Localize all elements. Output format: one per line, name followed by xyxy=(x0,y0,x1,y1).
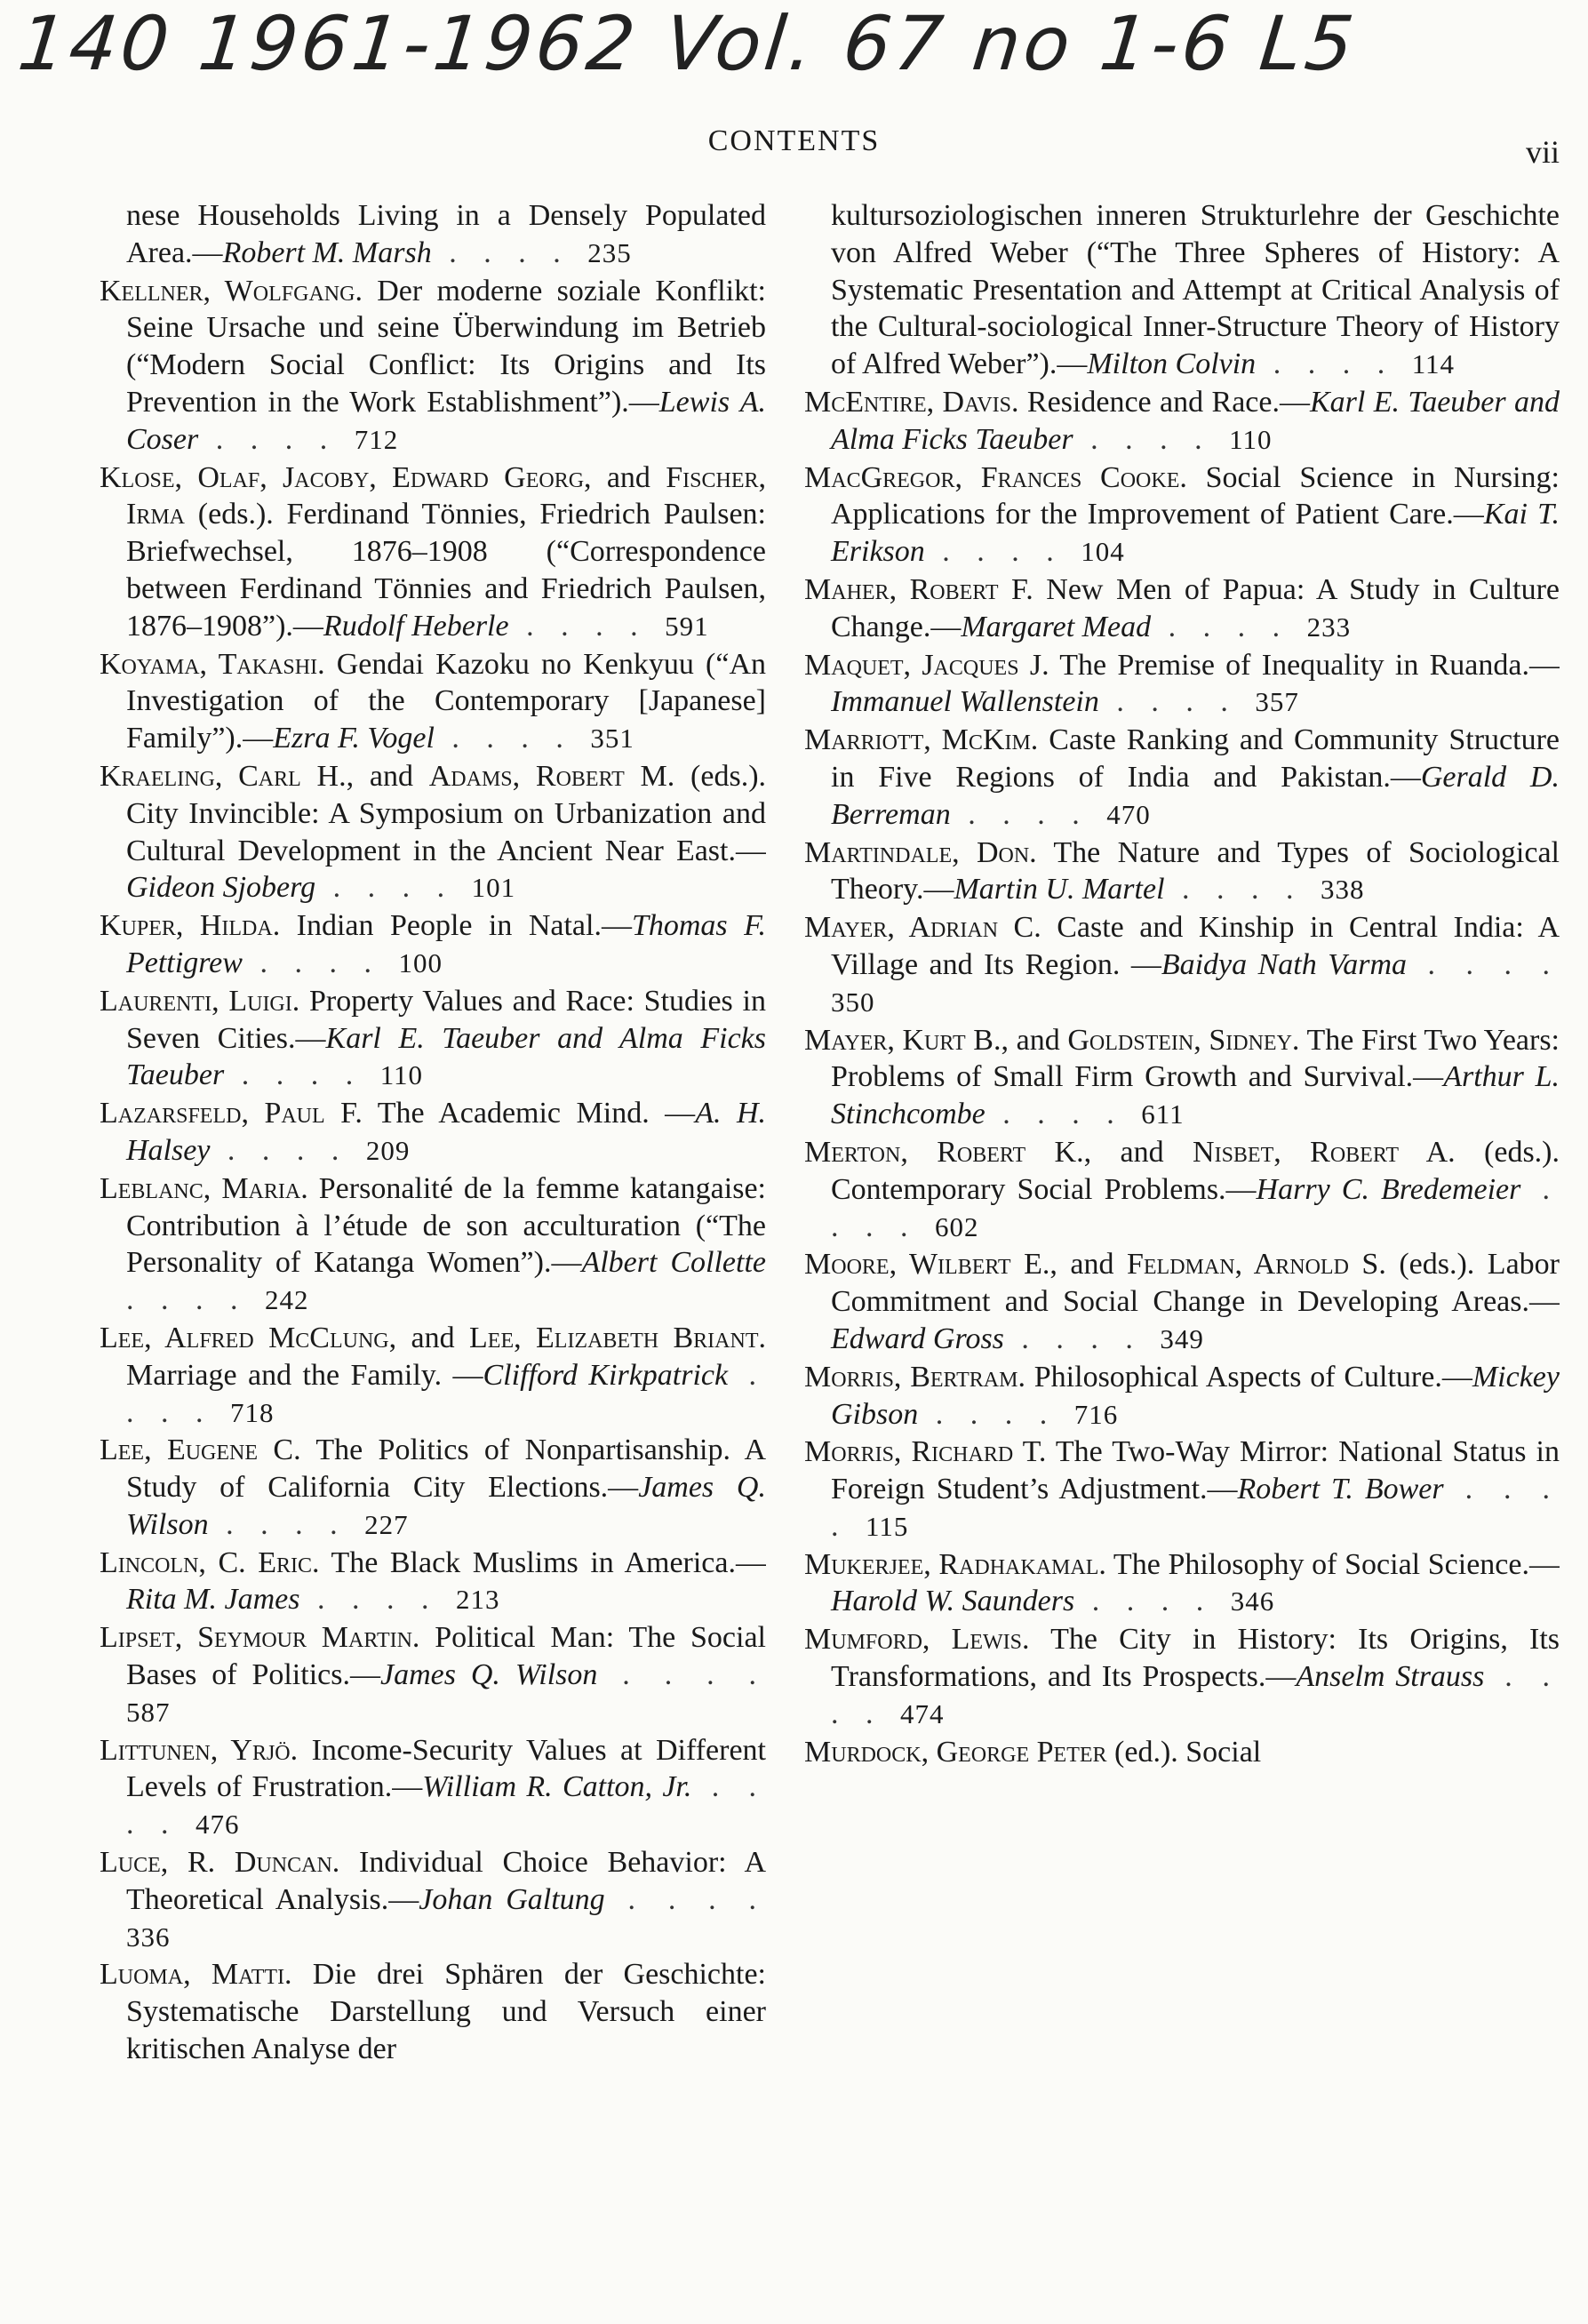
entry-author: Maquet, Jacques J. xyxy=(804,648,1049,682)
entry-reviewer: Arthur L. Stinchcombe xyxy=(831,1060,1560,1131)
entry-title: Marriage and the Family. — xyxy=(126,1358,483,1392)
entry-reviewer: Gerald D. Berreman xyxy=(831,760,1560,831)
entry-page-number: 587 xyxy=(126,1696,171,1728)
right-column xyxy=(804,197,1560,2312)
entry-author: Lazarsfeld, Paul F. xyxy=(100,1097,363,1130)
dot-leaders: . . . . xyxy=(831,1660,1560,1730)
dot-leaders: . . . . xyxy=(604,1882,766,1916)
contents-entry xyxy=(804,647,1560,722)
dot-leaders: . . . . xyxy=(831,1172,1560,1243)
entry-page-number: 474 xyxy=(900,1697,945,1729)
contents-entry xyxy=(100,1956,766,2067)
entry-author: Leblanc, Maria. xyxy=(100,1171,308,1205)
dot-leaders: . . . . xyxy=(242,946,399,979)
entry-reviewer: Mickey Gibson xyxy=(831,1360,1560,1431)
entry-page-number: 213 xyxy=(455,1584,500,1616)
entry-reviewer: Lewis A. Coser xyxy=(126,385,766,456)
entry-page-number: 101 xyxy=(471,872,516,904)
dot-leaders: . . . . xyxy=(1074,1585,1231,1618)
entry-author: Lincoln, C. Eric. xyxy=(100,1545,320,1579)
entry-page-number: 716 xyxy=(1073,1398,1119,1430)
entry-reviewer: Harry C. Bredemeier xyxy=(1256,1172,1521,1206)
entry-page-number: 611 xyxy=(1141,1098,1185,1130)
dot-leaders: . . . . xyxy=(1073,422,1230,456)
contents-entry xyxy=(804,197,1560,383)
entry-title: Individual Choice Behavior: A Theoretical Analysis.— xyxy=(126,1846,766,1916)
contents-entry xyxy=(804,1734,1560,1771)
dot-leaders: . . . . xyxy=(299,1583,456,1617)
contents-entry xyxy=(804,1621,1560,1732)
entry-author: Morris, Bertram. xyxy=(804,1360,1025,1394)
contents-entry xyxy=(100,1320,766,1431)
dot-leaders: . . . . xyxy=(1098,685,1256,719)
entry-reviewer: Anselm Strauss xyxy=(1296,1660,1485,1694)
contents-entry xyxy=(804,909,1560,1020)
entry-title: (eds.). Ferdinand Tönnies, Friedrich Paulsen: Briefwechsel, 1876–1908 (“Correspondence between Ferdinand Tönnies and Friedrich Paulsen, 1876–1908”).— xyxy=(126,498,766,643)
entry-page-number: 242 xyxy=(265,1284,309,1316)
contents-entry xyxy=(100,459,766,645)
handwritten-note: 140 1961-1962 Vol. 67 no 1-6 L5 xyxy=(14,0,1361,87)
entry-title: The Premise of Inequality in Ruanda.— xyxy=(1049,648,1560,682)
entry-page-number: 104 xyxy=(1081,536,1125,568)
entry-title: The First Two Years: Problems of Small Firm Growth and Survival.— xyxy=(831,1023,1560,1094)
entry-author: Goldstein, Sidney. xyxy=(1067,1023,1300,1057)
contents-entry xyxy=(100,1432,766,1543)
dot-leaders: . . . . xyxy=(126,1358,766,1429)
entry-author: McEntire, Davis. xyxy=(804,385,1019,419)
entry-reviewer: Harold W. Saunders xyxy=(831,1585,1075,1618)
dot-leaders: . . . . xyxy=(1151,610,1307,643)
dot-leaders: . . . . xyxy=(434,722,591,755)
entry-reviewer: Margaret Mead xyxy=(961,610,1152,643)
dot-leaders: . . . . xyxy=(1256,347,1412,381)
entry-author: Morris, Richard T. xyxy=(804,1435,1047,1469)
dot-leaders: . . . . xyxy=(431,236,588,269)
contents-entry xyxy=(804,1546,1560,1621)
entry-title: The Two-Way Mirror: National Status in Foreign Student’s Adjustment.— xyxy=(831,1435,1560,1506)
entry-title: and xyxy=(591,460,666,494)
entry-author: Luce, R. Duncan. xyxy=(100,1846,340,1880)
entry-title: Philosophical Aspects of Culture.— xyxy=(1025,1360,1472,1394)
dot-leaders: . . . . xyxy=(210,1133,366,1167)
entry-title: Residence and Race.— xyxy=(1018,385,1310,419)
entry-page-number: 227 xyxy=(364,1508,409,1540)
entry-page-number: 100 xyxy=(398,946,443,978)
entry-title: (ed.). Social xyxy=(1106,1735,1262,1769)
entry-author: Lipset, Seymour Martin. xyxy=(100,1621,420,1655)
dot-leaders: . . . . xyxy=(924,535,1081,569)
dot-leaders: . . . . xyxy=(985,1098,1142,1131)
contents-entry xyxy=(804,571,1560,646)
left-column xyxy=(100,197,766,2312)
entry-author: MacGregor, Frances Cooke. xyxy=(804,460,1187,494)
entry-title: Caste Ranking and Community Structure in Five Regions of India and Pakistan.— xyxy=(831,723,1560,794)
entry-reviewer: Karl E. Taeuber and Alma Ficks Taeuber xyxy=(831,385,1560,456)
entry-page-number: 110 xyxy=(1229,423,1273,455)
entry-author: Murdock, George Peter xyxy=(804,1735,1107,1769)
contents-entry xyxy=(804,1022,1560,1133)
entry-reviewer: Martin U. Martel xyxy=(954,873,1165,906)
dot-leaders: . . . . xyxy=(198,422,355,456)
entry-author: Maher, Robert F. xyxy=(804,572,1033,606)
entry-author: Merton, Robert K., xyxy=(804,1135,1092,1169)
entry-author: Nisbet, Robert A. xyxy=(1193,1135,1456,1169)
entry-page-number: 338 xyxy=(1321,874,1365,906)
dot-leaders: . . . . xyxy=(831,1473,1560,1543)
contents-entry xyxy=(804,459,1560,571)
contents-entry xyxy=(100,1619,766,1730)
contents-entry xyxy=(100,1545,766,1619)
dot-leaders: . . . . xyxy=(1164,873,1321,906)
entry-title: and xyxy=(396,1321,470,1354)
entry-title: Social Science in Nursing: Applications for the Improvement of Patient Care.— xyxy=(831,460,1560,531)
entry-title: The Nature and Types of Sociological Theory.— xyxy=(831,835,1560,906)
entry-title: Personalité de la femme katangaise: Contribution à l’étude de son acculturation (“The Personality of Katanga Women”).— xyxy=(126,1171,766,1280)
entry-reviewer: Robert T. Bower xyxy=(1237,1473,1444,1506)
entry-reviewer: Johan Galtung xyxy=(419,1882,605,1916)
entry-page-number: 114 xyxy=(1411,348,1456,380)
entry-title: and xyxy=(1008,1023,1068,1057)
contents-entry xyxy=(100,197,766,272)
entry-reviewer: James Q. Wilson xyxy=(379,1658,598,1692)
entry-author: Laurenti, Luigi. xyxy=(100,984,300,1018)
entry-reviewer: Rita M. James xyxy=(126,1583,300,1617)
entry-reviewer: Albert Collette xyxy=(581,1246,766,1280)
dot-leaders: . . . . xyxy=(315,871,472,905)
entry-page-number: 470 xyxy=(1106,798,1151,830)
entry-reviewer: William R. Catton, Jr. xyxy=(422,1770,692,1804)
entry-page-number: 110 xyxy=(379,1059,424,1091)
dot-leaders: . . . . xyxy=(1407,947,1560,981)
page-number: vii xyxy=(1525,134,1560,170)
entry-author: Feldman, Arnold S. xyxy=(1126,1248,1386,1282)
entry-reviewer: Gideon Sjoberg xyxy=(126,871,316,905)
dot-leaders: . . . . xyxy=(950,797,1107,831)
entry-page-number: 712 xyxy=(354,423,399,455)
entry-author: Kuper, Hilda. xyxy=(100,909,281,943)
contents-entry xyxy=(804,1359,1560,1434)
entry-author: Moore, Wilbert E., xyxy=(804,1248,1057,1282)
entry-page-number: 350 xyxy=(831,986,875,1018)
entry-title: kultursoziologischen inneren Strukturlehre der Geschichte von Alfred Weber (“The Three Spheres of History: A Systematic Presentation and Attempt at Critical Analysis of the Cultural-sociological Inner-Structure Theory of History of Alfred Weber”).— xyxy=(831,199,1560,381)
entry-title: (eds.). Labor Commitment and Social Change in Developing Areas.— xyxy=(831,1248,1560,1319)
entry-page-number: 233 xyxy=(1306,611,1352,643)
entry-author: Lee, Alfred McClung, xyxy=(100,1321,397,1354)
contents-entry xyxy=(804,384,1560,459)
dot-leaders: . . . . xyxy=(1003,1322,1161,1355)
entry-title: Die drei Sphären der Geschichte: Systematische Darstellung und Versuch einer kritischen Analyse der xyxy=(126,1958,766,2066)
contents-entry xyxy=(804,1246,1560,1357)
entry-page-number: 235 xyxy=(587,236,632,268)
contents-entry xyxy=(804,722,1560,833)
entry-page-number: 349 xyxy=(1160,1322,1204,1354)
dot-leaders: . . . . xyxy=(597,1658,766,1692)
contents-entry xyxy=(100,907,766,982)
entry-title: nese Households Living in a Densely Populated Area.— xyxy=(126,199,766,269)
dot-leaders: . . . . xyxy=(224,1058,380,1092)
entry-title: Caste and Kinship in Central India: A Village and Its Region. — xyxy=(831,911,1560,981)
contents-entry xyxy=(100,1844,766,1955)
entry-reviewer: A. H. Halsey xyxy=(126,1097,766,1167)
entry-title: The Black Muslims in America.— xyxy=(319,1545,766,1579)
dot-leaders: . . . . xyxy=(918,1397,1074,1431)
contents-entry xyxy=(100,983,766,1094)
entry-author: Martindale, Don. xyxy=(804,835,1037,869)
entry-author: Marriott, McKim. xyxy=(804,723,1039,757)
entry-author: Klose, Olaf, Jacoby, Edward Georg, xyxy=(100,460,592,494)
contents-entry xyxy=(100,646,766,757)
entry-title: and xyxy=(354,759,429,793)
entry-page-number: 115 xyxy=(866,1510,909,1542)
entry-author: Mayer, Adrian C. xyxy=(804,911,1041,945)
entry-title: The Philosophy of Social Science.— xyxy=(1105,1547,1560,1581)
entry-page-number: 718 xyxy=(230,1396,275,1428)
contents-entry xyxy=(100,758,766,906)
entry-reviewer: Thomas F. Pettigrew xyxy=(126,909,766,979)
running-head: CONTENTS xyxy=(707,124,881,157)
entry-title: (eds.). City Invincible: A Symposium on Urbanization and Cultural Development in the Ancient Near East.— xyxy=(126,759,766,867)
entry-page-number: 591 xyxy=(665,610,709,642)
entry-author: Kraeling, Carl H., xyxy=(100,759,355,793)
entry-author: Kellner, Wolfgang. xyxy=(100,274,363,307)
entry-author: Lee, Eugene C. xyxy=(100,1434,301,1467)
contents-entry xyxy=(804,1434,1560,1545)
entry-page-number: 602 xyxy=(935,1210,979,1242)
contents-entry xyxy=(100,273,766,459)
entry-author: Littunen, Yrjö. xyxy=(100,1733,299,1767)
entry-author: Mukerjee, Radhakamal. xyxy=(804,1547,1106,1581)
entry-title: and xyxy=(1091,1135,1193,1169)
contents-entry xyxy=(100,1095,766,1170)
entry-reviewer: Robert M. Marsh xyxy=(222,236,432,269)
entry-page-number: 209 xyxy=(365,1134,411,1166)
entry-title: and xyxy=(1057,1248,1127,1282)
contents-entry xyxy=(100,1170,766,1319)
entry-page-number: 336 xyxy=(126,1921,171,1953)
contents-entry xyxy=(804,835,1560,909)
entry-author: Luoma, Matti. xyxy=(100,1958,292,1992)
entry-title: Income-Security Values at Different Levels of Frustration.— xyxy=(126,1733,766,1804)
entry-page-number: 346 xyxy=(1230,1585,1275,1617)
entry-reviewer: Kai T. Erikson xyxy=(831,498,1560,569)
entry-author: Adams, Robert M. xyxy=(428,759,675,793)
dot-leaders: . . . . xyxy=(208,1507,365,1541)
entry-reviewer: Rudolf Heberle xyxy=(323,609,509,643)
contents-entry xyxy=(804,1134,1560,1245)
entry-page-number: 351 xyxy=(590,723,634,755)
entry-page-number: 357 xyxy=(1255,686,1299,718)
entry-title: Der moderne soziale Konflikt: Seine Ursache und seine Überwindung im Betrieb (“Modern Social Conflict: Its Origins and Its Prevention in the Work Establishment”).— xyxy=(126,274,766,419)
entry-title: Gendai Kazoku no Kenkyuu (“An Investigation of the Contemporary [Japanese] Family”).— xyxy=(126,647,766,755)
entry-author: Lee, Elizabeth Briant. xyxy=(469,1321,766,1354)
entry-title: The City in History: Its Origins, Its Transformations, and Its Prospects.— xyxy=(831,1623,1560,1694)
entry-author: Mumford, Lewis. xyxy=(804,1623,1030,1657)
entry-title: Political Man: The Social Bases of Politics.— xyxy=(126,1621,766,1692)
entry-author: Koyama, Takashi. xyxy=(100,647,325,681)
entry-title: Indian People in Natal.— xyxy=(280,909,632,943)
entry-reviewer: Edward Gross xyxy=(831,1322,1004,1355)
entry-title: New Men of Papua: A Study in Culture Change.— xyxy=(831,572,1560,643)
entry-page-number: 476 xyxy=(196,1809,240,1841)
contents-entry xyxy=(100,1732,766,1843)
entry-author: Fischer, Irma xyxy=(126,460,766,531)
entry-reviewer: Karl E. Taeuber and Alma Ficks Taeuber xyxy=(126,1021,766,1092)
entry-reviewer: Clifford Kirkpatrick xyxy=(483,1358,729,1392)
entry-title: (eds.). Contemporary Social Problems.— xyxy=(831,1135,1560,1206)
entry-title: The Academic Mind. — xyxy=(362,1097,696,1130)
entry-author: Mayer, Kurt B., xyxy=(804,1023,1009,1057)
entry-reviewer: Baidya Nath Varma xyxy=(1161,947,1408,981)
dot-leaders: . . . . xyxy=(126,1770,766,1841)
entry-title: Property Values and Race: Studies in Seven Cities.— xyxy=(126,984,766,1055)
dot-leaders: . . . . xyxy=(508,609,666,643)
entry-reviewer: Milton Colvin xyxy=(1087,347,1257,381)
entry-reviewer: Ezra F. Vogel xyxy=(273,722,435,755)
entry-reviewer: James Q. Wilson xyxy=(126,1471,766,1541)
entry-title: The Politics of Nonpartisanship. A Study of California City Elections.— xyxy=(126,1434,766,1505)
dot-leaders: . . . . xyxy=(126,1283,265,1317)
entry-reviewer: Immanuel Wallenstein xyxy=(831,685,1099,719)
